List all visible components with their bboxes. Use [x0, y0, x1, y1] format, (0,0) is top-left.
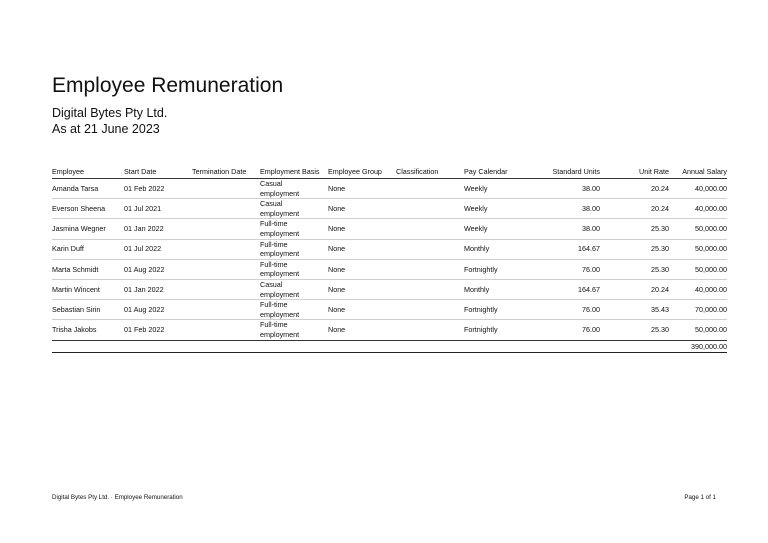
table-row	[52, 239, 727, 259]
cell-pay-calendar: Weekly	[464, 179, 534, 199]
header-unit-rate: Unit Rate	[604, 164, 672, 179]
remuneration-table	[52, 164, 727, 353]
cell-annual-salary: 40,000.00	[672, 199, 727, 219]
table-row	[52, 300, 727, 320]
cell-unit-rate: 25.30	[604, 259, 672, 279]
cell-employee: Karin Duff	[52, 239, 124, 259]
header-standard-units: Standard Units	[534, 164, 604, 179]
cell-standard-units: 76.00	[534, 300, 604, 320]
table-footer	[52, 340, 727, 352]
cell-employee-group: None	[328, 239, 396, 259]
cell-pay-calendar: Weekly	[464, 199, 534, 219]
cell-annual-salary: 40,000.00	[672, 179, 727, 199]
cell-termination-date	[192, 179, 260, 199]
cell-standard-units: 76.00	[534, 259, 604, 279]
cell-employment-basis: Full-time employment	[260, 320, 328, 340]
cell-start-date: 01 Aug 2022	[124, 300, 192, 320]
cell-unit-rate: 20.24	[604, 179, 672, 199]
cell-unit-rate: 20.24	[604, 199, 672, 219]
cell-annual-salary: 50,000.00	[672, 239, 727, 259]
cell-employee-group: None	[328, 199, 396, 219]
cell-employment-basis: Full-time employment	[260, 300, 328, 320]
cell-standard-units: 38.00	[534, 199, 604, 219]
header-employee: Employee	[52, 164, 124, 179]
cell-standard-units: 38.00	[534, 219, 604, 239]
header-employment-basis: Employment Basis	[260, 164, 328, 179]
cell-termination-date	[192, 219, 260, 239]
cell-classification	[396, 199, 464, 219]
cell-employment-basis: Full-time employment	[260, 259, 328, 279]
cell-start-date: 01 Jul 2021	[124, 199, 192, 219]
cell-start-date: 01 Jul 2022	[124, 239, 192, 259]
cell-termination-date	[192, 199, 260, 219]
cell-pay-calendar: Fortnightly	[464, 259, 534, 279]
cell-employee: Amanda Tarsa	[52, 179, 124, 199]
cell-classification	[396, 239, 464, 259]
cell-employee-group: None	[328, 259, 396, 279]
cell-employee: Everson Sheena	[52, 199, 124, 219]
cell-employee-group: None	[328, 320, 396, 340]
cell-unit-rate: 25.30	[604, 320, 672, 340]
cell-employment-basis: Casual employment	[260, 199, 328, 219]
table-row	[52, 279, 727, 299]
cell-start-date: 01 Aug 2022	[124, 259, 192, 279]
cell-annual-salary: 70,000.00	[672, 300, 727, 320]
cell-unit-rate: 25.30	[604, 239, 672, 259]
cell-start-date: 01 Feb 2022	[124, 320, 192, 340]
footer-page-number: Page 1 of 1	[684, 494, 716, 501]
header-employee-group: Employee Group	[328, 164, 396, 179]
table-row	[52, 179, 727, 199]
table-row	[52, 320, 727, 340]
cell-unit-rate: 25.30	[604, 219, 672, 239]
cell-standard-units: 76.00	[534, 320, 604, 340]
cell-start-date: 01 Jan 2022	[124, 279, 192, 299]
cell-unit-rate: 20.24	[604, 279, 672, 299]
cell-employment-basis: Casual employment	[260, 179, 328, 199]
cell-employee: Martin Wincent	[52, 279, 124, 299]
header-pay-calendar: Pay Calendar	[464, 164, 534, 179]
cell-employee-group: None	[328, 179, 396, 199]
cell-pay-calendar: Monthly	[464, 279, 534, 299]
cell-termination-date	[192, 279, 260, 299]
cell-classification	[396, 179, 464, 199]
cell-pay-calendar: Weekly	[464, 219, 534, 239]
cell-annual-salary: 50,000.00	[672, 259, 727, 279]
header-annual-salary: Annual Salary	[672, 164, 727, 179]
cell-employee-group: None	[328, 219, 396, 239]
cell-classification	[396, 279, 464, 299]
cell-employee: Sebastian Sirin	[52, 300, 124, 320]
cell-classification	[396, 219, 464, 239]
cell-termination-date	[192, 320, 260, 340]
cell-termination-date	[192, 259, 260, 279]
cell-employee: Jasmina Wegner	[52, 219, 124, 239]
cell-employment-basis: Full-time employment	[260, 239, 328, 259]
header-row	[52, 164, 727, 179]
cell-pay-calendar: Fortnightly	[464, 320, 534, 340]
total-row	[52, 340, 727, 352]
cell-employee: Marta Schmidt	[52, 259, 124, 279]
cell-classification	[396, 320, 464, 340]
cell-employee-group: None	[328, 279, 396, 299]
total-annual-salary: 390,000.00	[672, 340, 727, 352]
table-row	[52, 219, 727, 239]
table-header	[52, 164, 727, 179]
header-start-date: Start Date	[124, 164, 192, 179]
table-row	[52, 199, 727, 219]
cell-annual-salary: 40,000.00	[672, 279, 727, 299]
cell-unit-rate: 35.43	[604, 300, 672, 320]
cell-employee: Trisha Jakobs	[52, 320, 124, 340]
cell-termination-date	[192, 239, 260, 259]
cell-pay-calendar: Monthly	[464, 239, 534, 259]
cell-standard-units: 38.00	[534, 179, 604, 199]
header-termination-date: Termination Date	[192, 164, 260, 179]
cell-annual-salary: 50,000.00	[672, 219, 727, 239]
report-title: Employee Remuneration	[52, 74, 284, 97]
table-row	[52, 259, 727, 279]
header-classification: Classification	[396, 164, 464, 179]
cell-standard-units: 164.67	[534, 279, 604, 299]
cell-annual-salary: 50,000.00	[672, 320, 727, 340]
cell-standard-units: 164.67	[534, 239, 604, 259]
cell-employment-basis: Casual employment	[260, 279, 328, 299]
cell-employee-group: None	[328, 300, 396, 320]
report-date: As at 21 June 2023	[52, 122, 160, 136]
cell-pay-calendar: Fortnightly	[464, 300, 534, 320]
cell-termination-date	[192, 300, 260, 320]
cell-start-date: 01 Jan 2022	[124, 219, 192, 239]
cell-classification	[396, 259, 464, 279]
table-body	[52, 179, 727, 341]
cell-start-date: 01 Feb 2022	[124, 179, 192, 199]
footer-report-name: Digital Bytes Pty Ltd. · Employee Remuneration	[52, 494, 183, 501]
cell-employment-basis: Full-time employment	[260, 219, 328, 239]
company-name: Digital Bytes Pty Ltd.	[52, 106, 168, 120]
cell-classification	[396, 300, 464, 320]
